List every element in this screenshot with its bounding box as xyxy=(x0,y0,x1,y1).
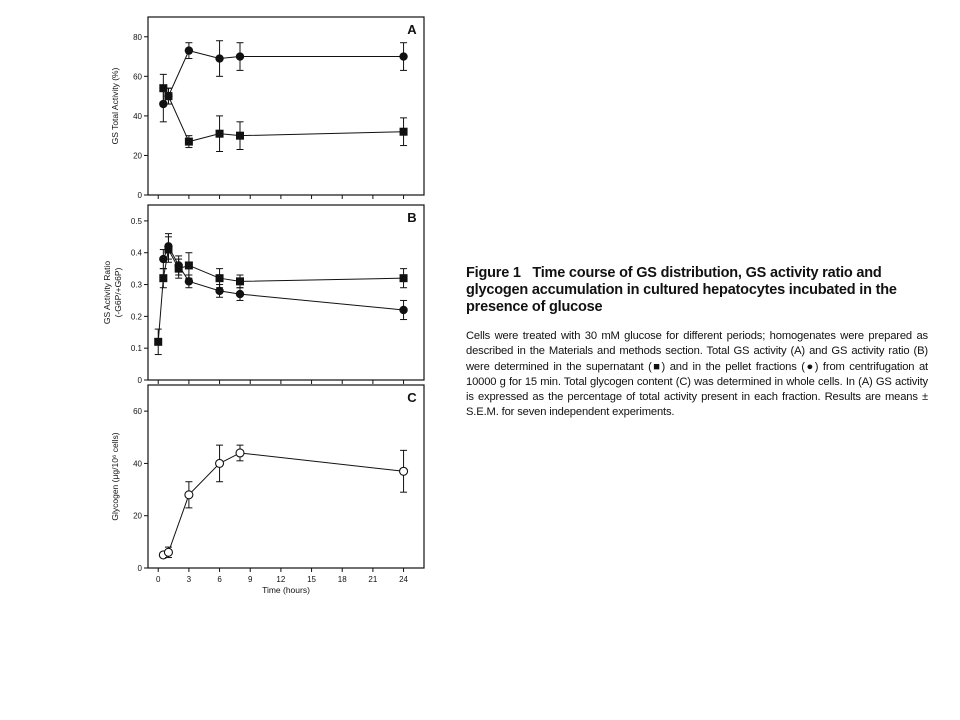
y-tick-label: 0.4 xyxy=(130,248,142,258)
series-line xyxy=(163,246,403,310)
figure-caption xyxy=(466,265,928,421)
y-axis-label: GS Activity Ratio xyxy=(102,260,112,325)
series-line xyxy=(163,51,403,104)
panel-label: C xyxy=(407,390,417,405)
data-point-square xyxy=(236,132,244,140)
series-line xyxy=(158,250,403,342)
caption-title xyxy=(466,265,928,316)
panel-frame xyxy=(148,205,424,380)
x-tick-label: 18 xyxy=(337,575,347,584)
panel-label: B xyxy=(407,210,417,225)
data-point-circle xyxy=(185,46,193,54)
data-point-square xyxy=(400,274,408,282)
data-point-open-circle xyxy=(400,467,408,475)
x-tick-label: 3 xyxy=(186,575,192,584)
data-point-circle xyxy=(164,92,172,100)
series-open-circle xyxy=(159,445,407,559)
series-circle xyxy=(159,234,408,320)
y-tick-label: 80 xyxy=(133,32,142,42)
x-tick-label: 6 xyxy=(217,575,222,584)
x-tick-label: 12 xyxy=(276,575,286,584)
y-tick-label: 20 xyxy=(133,511,142,521)
series-square xyxy=(159,74,407,151)
caption-title-label: Figure 1 xyxy=(466,265,521,281)
panel-a xyxy=(110,17,424,200)
data-point-square xyxy=(185,261,193,269)
series-circle xyxy=(159,41,408,122)
panel-label: A xyxy=(407,22,417,37)
data-point-circle xyxy=(399,306,407,314)
data-point-circle xyxy=(185,277,193,285)
x-tick-label: 0 xyxy=(155,575,161,584)
series-line xyxy=(163,88,403,141)
y-tick-label: 20 xyxy=(133,151,142,161)
data-point-open-circle xyxy=(216,459,224,467)
data-point-square xyxy=(236,277,244,285)
data-point-open-circle xyxy=(236,449,244,457)
data-point-square xyxy=(216,274,224,282)
y-axis-label: GS Total Activity (%) xyxy=(110,67,120,145)
y-tick-label: 0.5 xyxy=(130,216,142,226)
y-tick-label: 40 xyxy=(133,459,142,469)
data-point-circle xyxy=(215,54,223,62)
y-axis-label-secondary: (-G6P/+G6P) xyxy=(113,267,123,318)
panel-frame xyxy=(148,17,424,195)
caption-body: Cells were treated with 30 mM glucose for different periods; homogenates were prepared as described in the Materials and methods section. Total GS activity (A) and GS activity ratio (B) were determined in the supernatant (■) and in the pellet fractions (●) from centrifugation at 10000 g for 15 min. Total glycogen content (C) was determined in whole cells. In (A) GS activity is expressed as the percentage of total activity present in each fraction. Results are means ± S.E.M. for seven independent experiments. xyxy=(466,330,928,419)
y-tick-label: 0.2 xyxy=(130,312,142,322)
x-tick-label: 24 xyxy=(399,575,409,584)
data-point-circle xyxy=(399,52,407,60)
y-tick-label: 0.3 xyxy=(130,280,142,290)
y-tick-label: 40 xyxy=(133,111,142,121)
panel-frame xyxy=(148,385,424,568)
data-point-open-circle xyxy=(164,548,172,556)
data-point-open-circle xyxy=(185,491,193,499)
panel-b xyxy=(102,205,424,385)
data-point-circle xyxy=(164,242,172,250)
data-point-square xyxy=(154,338,162,346)
y-tick-label: 0 xyxy=(137,376,142,385)
data-point-circle xyxy=(236,52,244,60)
y-tick-label: 0 xyxy=(137,191,142,200)
x-tick-label: 15 xyxy=(307,575,317,584)
y-tick-label: 60 xyxy=(133,72,142,82)
y-tick-label: 0.1 xyxy=(130,344,142,354)
data-point-square xyxy=(159,274,167,282)
data-point-square xyxy=(185,138,193,146)
data-point-square xyxy=(216,130,224,138)
data-point-circle xyxy=(236,290,244,298)
panel-c xyxy=(110,385,424,595)
x-axis-label: Time (hours) xyxy=(262,585,310,595)
data-point-circle xyxy=(174,261,182,269)
x-tick-label: 21 xyxy=(368,575,378,584)
y-axis-label: Glycogen (μg/10⁶ cells) xyxy=(110,432,120,521)
caption-title-text: Time course of GS distribution, GS activity ratio and glycogen accumulation in cultured hepatocytes incubated in the presence of glucose xyxy=(466,265,897,315)
y-tick-label: 60 xyxy=(133,407,142,417)
series-line xyxy=(163,453,403,555)
y-tick-label: 0 xyxy=(137,564,142,573)
series-square xyxy=(154,237,407,355)
data-point-circle xyxy=(215,287,223,295)
x-tick-label: 9 xyxy=(247,575,253,584)
data-point-square xyxy=(400,128,408,136)
